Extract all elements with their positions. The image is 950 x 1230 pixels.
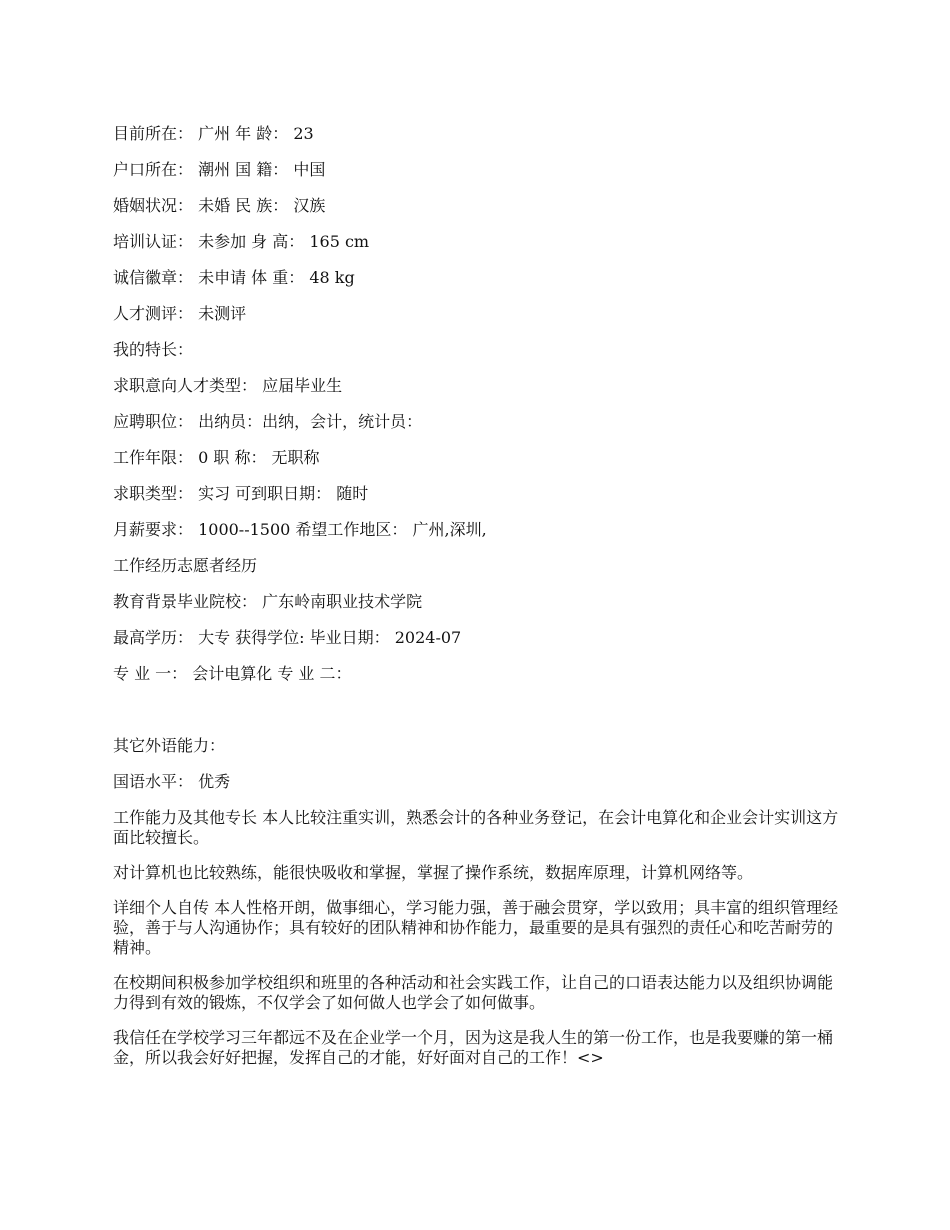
school-activities-paragraph: 在校期间积极参加学校组织和班里的各种活动和社会实践工作，让自己的口语表达能力以及组织协调能力得到有效的锻炼，不仅学会了如何做人也学会了如何做事。 xyxy=(113,973,834,1012)
major-line: 专 业 一： 会计电算化 专 业 二： xyxy=(113,664,352,683)
specialty-line: 我的特长： xyxy=(113,340,194,359)
training-height-line: 培训认证： 未参加 身 高： 165 cm xyxy=(113,232,370,251)
hukou-nationality-line: 户口所在： 潮州 国 籍： 中国 xyxy=(113,160,326,179)
degree-graduation-line: 最高学历： 大专 获得学位: 毕业日期： 2024-07 xyxy=(113,628,462,647)
resume-document xyxy=(113,124,843,1083)
work-ability-paragraph: 工作能力及其他专长 本人比较注重实训，熟悉会计的各种业务登记，在会计电算化和企业会计实训这方面比较擅长。 xyxy=(113,808,839,847)
work-experience-heading: 工作经历志愿者经历 xyxy=(113,556,258,575)
education-school-line: 教育背景毕业院校： 广东岭南职业技术学院 xyxy=(113,592,423,611)
work-years-title-line: 工作年限： 0 职 称： 无职称 xyxy=(113,448,320,467)
job-intention-type-line: 求职意向人才类型： 应届毕业生 xyxy=(113,376,343,395)
talent-assessment-line: 人才测评： 未测评 xyxy=(113,304,247,323)
salary-region-line: 月薪要求： 1000--1500 希望工作地区： 广州,深圳, xyxy=(113,520,487,539)
current-location-age-line: 目前所在： 广州 年 龄： 23 xyxy=(113,124,314,143)
mandarin-level-line: 国语水平： 优秀 xyxy=(113,772,231,791)
closing-paragraph: 我信任在学校学习三年都远不及在企业学一个月，因为这是我人生的第一份工作，也是我要赚的第一桶金，所以我会好好把握，发挥自己的才能，好好面对自己的工作！<> xyxy=(113,1028,834,1067)
foreign-language-line: 其它外语能力： xyxy=(113,736,226,755)
applied-position-line: 应聘职位： 出纳员：出纳，会计，统计员： xyxy=(113,412,423,431)
credit-badge-weight-line: 诚信徽章： 未申请 体 重： 48 kg xyxy=(113,268,355,287)
job-type-start-date-line: 求职类型： 实习 可到职日期： 随时 xyxy=(113,484,369,503)
computer-skills-paragraph: 对计算机也比较熟练，能很快吸收和掌握，掌握了操作系统，数据库原理，计算机网络等。 xyxy=(113,863,754,882)
self-introduction-paragraph: 详细个人自传 本人性格开朗，做事细心，学习能力强，善于融会贯穿，学以致用；具丰富的组织管理经验，善于与人沟通协作；具有较好的团队精神和协作能力，最重要的是具有强烈的责任心和吃苦耐劳的精神。 xyxy=(113,898,839,957)
marital-ethnicity-line: 婚姻状况： 未婚 民 族： 汉族 xyxy=(113,196,326,215)
